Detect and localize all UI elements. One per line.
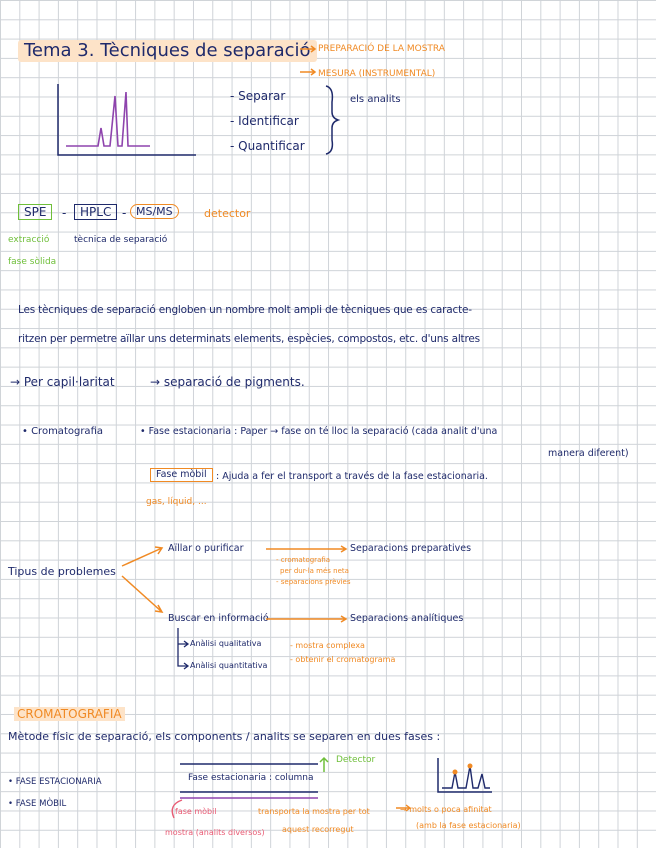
problems-arrows: [122, 543, 346, 622]
action-separar: - Separar: [230, 89, 286, 103]
problems-branch-2-result: Separacions analítiques: [350, 613, 464, 624]
spe-note-1: extracció: [8, 235, 50, 245]
title-branch-2: MESURA (INSTRUMENTAL): [318, 69, 436, 79]
cromatografia-definition: Mètode físic de separació, els components / analits se separen en dues fases :: [8, 730, 441, 743]
title-arrows: [300, 46, 315, 75]
problems-branch-1: Aïllar o purificar: [168, 543, 244, 554]
column-label: Fase estacionaria : columna: [188, 773, 314, 783]
problems-sub-2: Anàlisi quantitativa: [190, 661, 268, 670]
page-title: Tema 3. Tècniques de separació: [18, 40, 317, 62]
mobile-phase-examples: gas, líquid, ...: [146, 497, 207, 507]
paragraph-line-1: Les tècniques de separació engloben un nombre molt ampli de tècniques que es caracte-: [18, 304, 472, 316]
actions-target: els analits: [350, 94, 401, 105]
detector-label: Detector: [336, 755, 376, 765]
title-branch-1: PREPARACIÓ DE LA MOSTRA: [318, 44, 445, 54]
mobile-phase-desc: transporta la mostra per tot: [258, 807, 370, 816]
capillarity-result: → separació de pigments.: [150, 375, 305, 389]
stationary-phase-text: • Fase estacionaria : Paper → fase on té lloc la separació (cada analit d'una: [140, 426, 498, 437]
acronym-hplc: HPLC: [74, 204, 117, 220]
problems-branch-1-note-2: per dur-la més neta: [280, 567, 349, 575]
mobile-phase-desc-2: aquest recorregut: [282, 825, 354, 834]
result-note-2: (amb la fase estacionaria): [416, 821, 521, 830]
result-chromatogram: [438, 758, 492, 792]
acronym-spe: SPE: [18, 204, 52, 220]
mini-chromatogram: [58, 84, 196, 155]
acronym-detector: detector: [204, 207, 251, 220]
problems-branch-2: Buscar en informació: [168, 613, 269, 624]
acronym-dash-1: -: [62, 206, 67, 220]
problems-branch-1-note-3: - separacions prèvies: [276, 578, 351, 586]
actions-brace: [326, 86, 338, 154]
spe-note-2: fase sòlida: [8, 257, 57, 267]
cromatografia-phase-1: • FASE ESTACIONARIA: [8, 777, 102, 787]
result-note-1: → molts o poca afinitat: [400, 805, 492, 814]
mobile-phase-label: Fase mòbil: [150, 468, 213, 482]
action-quantificar: - Quantificar: [230, 139, 305, 153]
column-diagram: [172, 764, 410, 818]
cromatografia-phase-2: • FASE MÒBIL: [8, 799, 67, 809]
stationary-phase-cont: manera diferent): [548, 448, 629, 459]
detector-arrow: [320, 758, 328, 772]
hplc-note: tècnica de separació: [74, 235, 168, 245]
problems-sub-2-note: - obtenir el cromatograma: [290, 655, 396, 664]
mobile-phase-note: fase mòbil: [175, 807, 217, 816]
problems-branch-1-result: Separacions preparatives: [350, 543, 472, 554]
cromatografia-heading: CROMATOGRAFIA: [14, 707, 125, 721]
capillarity-lead: → Per capil·laritat: [10, 375, 115, 389]
paragraph-line-2: ritzen per permetre aïllar uns determinats elements, espècies, compostos, etc. d'uns altres: [18, 333, 480, 345]
chromatography-label: • Cromatografia: [22, 426, 103, 437]
problems-sub-1-note: - mostra complexa: [290, 641, 365, 650]
sub-analysis-connector: [178, 628, 188, 669]
mobile-phase-text: : Ajuda a fer el transport a través de la fase estacionaria.: [216, 471, 488, 482]
acronym-msms: MS/MS: [130, 204, 179, 219]
problems-sub-1: Anàlisi qualitativa: [190, 639, 262, 648]
problems-label: Tipus de problemes: [8, 565, 116, 578]
acronym-dash-2: -: [122, 206, 127, 220]
action-identificar: - Identificar: [230, 114, 299, 128]
sample-note: mostra (analits diversos): [165, 828, 265, 837]
problems-branch-1-note-1: - cromatografia: [276, 556, 331, 564]
